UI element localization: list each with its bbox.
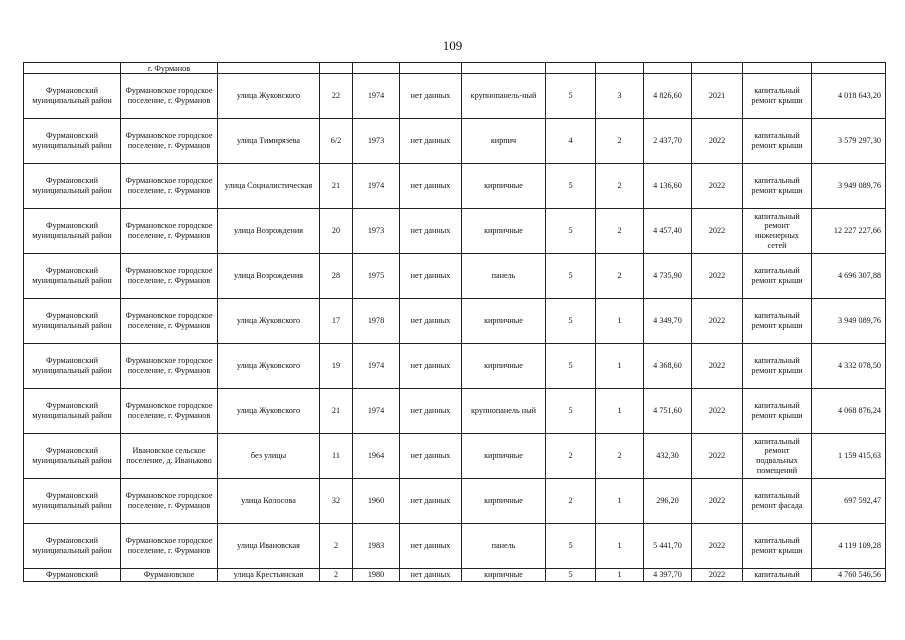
cell-house: 6/2: [320, 119, 353, 164]
cell-status: нет данных: [400, 479, 462, 524]
cell-entrances: 1: [596, 344, 644, 389]
cell-work: капитальный ремонт подвальных помещений: [743, 434, 812, 479]
cell-status: нет данных: [400, 569, 462, 582]
cell-entrances: 2: [596, 434, 644, 479]
cell-material: кирпичные: [462, 479, 546, 524]
cell-year: 1983: [353, 524, 400, 569]
cell-plan-year: 2022: [692, 434, 743, 479]
cell-area: 432,30: [644, 434, 692, 479]
cell-year: 1980: [353, 569, 400, 582]
cell-house: 19: [320, 344, 353, 389]
cell-year: 1974: [353, 344, 400, 389]
cell-entrances: 2: [596, 209, 644, 254]
cell-entrances: 1: [596, 569, 644, 582]
cell-floors: 5: [546, 524, 596, 569]
cell-status: нет данных: [400, 299, 462, 344]
cell-year: 1974: [353, 389, 400, 434]
cell-work: капитальный ремонт крыши: [743, 344, 812, 389]
cell-area: 296,20: [644, 479, 692, 524]
cell-street: без улицы: [218, 434, 320, 479]
cell-year: 1974: [353, 74, 400, 119]
table-row: [24, 569, 886, 582]
cell-year: 1973: [353, 209, 400, 254]
cell-settlement: г. Фурманов: [121, 63, 218, 74]
cell-area: 4 136,60: [644, 164, 692, 209]
cell-plan-year: 2022: [692, 479, 743, 524]
cell-work: капитальный ремонт крыши: [743, 119, 812, 164]
cell-material: кирпичные: [462, 209, 546, 254]
cell-street: улица Возрождения: [218, 209, 320, 254]
cell-work: капитальный: [743, 569, 812, 582]
cell-material: кирпичные: [462, 164, 546, 209]
cell-floors: 5: [546, 209, 596, 254]
cell-district: Фурмановский муниципальный район: [24, 479, 121, 524]
cell-area: 4 751,60: [644, 389, 692, 434]
cell-material: кирпичные: [462, 569, 546, 582]
cell-plan-year: 2021: [692, 74, 743, 119]
cell-district: Фурмановский муниципальный район: [24, 74, 121, 119]
cell-year: 1964: [353, 434, 400, 479]
cell-area: 5 441,70: [644, 524, 692, 569]
cell-material: кирпич: [462, 119, 546, 164]
cell-floors: 5: [546, 74, 596, 119]
cell-district: [24, 63, 121, 74]
cell-street: улица Жуковского: [218, 389, 320, 434]
table-row-partial: [24, 63, 886, 74]
cell-year: 1975: [353, 254, 400, 299]
cell-work: капитальный ремонт крыши: [743, 389, 812, 434]
cell-house: 2: [320, 569, 353, 582]
cell-cost: 3 949 089,76: [812, 299, 886, 344]
cell-district: Фурмановский муниципальный район: [24, 164, 121, 209]
cell-street: улица Жуковского: [218, 74, 320, 119]
cell-cost: 4 119 109,28: [812, 524, 886, 569]
cell-house: 28: [320, 254, 353, 299]
cell-material: панель: [462, 524, 546, 569]
cell-entrances: 1: [596, 479, 644, 524]
cell-cost: 4 760 546,56: [812, 569, 886, 582]
cell-house: 21: [320, 164, 353, 209]
cell-floors: 5: [546, 164, 596, 209]
cell-cost: 3 579 297,30: [812, 119, 886, 164]
cell-year: 1960: [353, 479, 400, 524]
cell-area: 4 457,40: [644, 209, 692, 254]
cell-district: Фурмановский муниципальный район: [24, 524, 121, 569]
cell-street: улица Ивановская: [218, 524, 320, 569]
table-row: [24, 479, 886, 524]
cell-district: Фурмановский муниципальный район: [24, 119, 121, 164]
cell-settlement: Фурмановское городское поселение, г. Фурманов: [121, 119, 218, 164]
cell-settlement: Фурмановское городское поселение, г. Фурманов: [121, 389, 218, 434]
cell-plan-year: 2022: [692, 299, 743, 344]
cell-area: 2 437,70: [644, 119, 692, 164]
cell-settlement: Фурмановское городское поселение, г. Фурманов: [121, 479, 218, 524]
cell-district: Фурмановский муниципальный район: [24, 254, 121, 299]
cell-material: панель: [462, 254, 546, 299]
cell-plan-year: 2022: [692, 164, 743, 209]
cell-cost: 4 068 876,24: [812, 389, 886, 434]
table-row: [24, 434, 886, 479]
cell-floors: 2: [546, 434, 596, 479]
cell-status: нет данных: [400, 209, 462, 254]
cell-cost: 4 696 307,88: [812, 254, 886, 299]
cell-cost: 697 592,47: [812, 479, 886, 524]
cell-plan-year: 2022: [692, 524, 743, 569]
cell-area: 4 397,70: [644, 569, 692, 582]
cell-settlement: Фурмановское городское поселение, г. Фурманов: [121, 299, 218, 344]
cell-house: 2: [320, 524, 353, 569]
cell-plan-year: 2022: [692, 119, 743, 164]
cell-house: 20: [320, 209, 353, 254]
cell-district: Фурмановский муниципальный район: [24, 209, 121, 254]
cell-street: улица Тимирязева: [218, 119, 320, 164]
cell-material: кирпичные: [462, 434, 546, 479]
cell-work: капитальный ремонт крыши: [743, 254, 812, 299]
cell-work: капитальный ремонт фасада: [743, 479, 812, 524]
cell-settlement: Фурмановское городское поселение, г. Фурманов: [121, 164, 218, 209]
cell-material: кирпичные: [462, 344, 546, 389]
cell-area: 4 735,90: [644, 254, 692, 299]
table-row: [24, 344, 886, 389]
cell-cost: 4 332 078,50: [812, 344, 886, 389]
cell-entrances: 3: [596, 74, 644, 119]
cell-area: 4 349,70: [644, 299, 692, 344]
cell-district: Фурмановский: [24, 569, 121, 582]
housing-repair-table: [23, 62, 886, 582]
cell-street: улица Социалистическая: [218, 164, 320, 209]
cell-status: нет данных: [400, 434, 462, 479]
cell-entrances: 1: [596, 524, 644, 569]
cell-status: нет данных: [400, 389, 462, 434]
cell-street: улица Возрождения: [218, 254, 320, 299]
cell-year: 1974: [353, 164, 400, 209]
cell-plan-year: 2022: [692, 344, 743, 389]
cell-work: капитальный ремонт крыши: [743, 74, 812, 119]
cell-entrances: 2: [596, 119, 644, 164]
cell-house: 11: [320, 434, 353, 479]
cell-plan-year: 2022: [692, 569, 743, 582]
cell-area: 4 368,60: [644, 344, 692, 389]
cell-material: крупнопанель ный: [462, 389, 546, 434]
cell-work: капитальный ремонт инженерных сетей: [743, 209, 812, 254]
cell-entrances: 2: [596, 164, 644, 209]
cell-plan-year: 2022: [692, 389, 743, 434]
cell-status: нет данных: [400, 119, 462, 164]
cell-district: Фурмановский муниципальный район: [24, 389, 121, 434]
cell-house: 22: [320, 74, 353, 119]
cell-floors: 4: [546, 119, 596, 164]
cell-cost: 12 227 227,66: [812, 209, 886, 254]
cell-material: крупнопанель-ный: [462, 74, 546, 119]
cell-floors: 5: [546, 569, 596, 582]
cell-floors: 5: [546, 299, 596, 344]
cell-entrances: 2: [596, 254, 644, 299]
table-row: [24, 119, 886, 164]
table-row: [24, 389, 886, 434]
cell-floors: 5: [546, 344, 596, 389]
cell-plan-year: 2022: [692, 209, 743, 254]
cell-house: 21: [320, 389, 353, 434]
cell-street: улица Колосова: [218, 479, 320, 524]
cell-entrances: 1: [596, 299, 644, 344]
cell-cost: 1 159 415,63: [812, 434, 886, 479]
cell-settlement: Фурмановское: [121, 569, 218, 582]
cell-settlement: Фурмановское городское поселение, г. Фурманов: [121, 524, 218, 569]
table-row: [24, 524, 886, 569]
cell-status: нет данных: [400, 344, 462, 389]
cell-district: Фурмановский муниципальный район: [24, 344, 121, 389]
cell-status: нет данных: [400, 164, 462, 209]
cell-plan-year: 2022: [692, 254, 743, 299]
cell-house: 32: [320, 479, 353, 524]
cell-street: улица Жуковского: [218, 299, 320, 344]
cell-work: капитальный ремонт крыши: [743, 164, 812, 209]
cell-status: нет данных: [400, 524, 462, 569]
table-row: [24, 209, 886, 254]
table-row: [24, 74, 886, 119]
cell-status: нет данных: [400, 74, 462, 119]
cell-area: 4 826,60: [644, 74, 692, 119]
table-row: [24, 164, 886, 209]
cell-material: кирпичные: [462, 299, 546, 344]
cell-status: нет данных: [400, 254, 462, 299]
cell-district: Фурмановский муниципальный район: [24, 299, 121, 344]
cell-floors: 5: [546, 389, 596, 434]
cell-street: улица Крестьянская: [218, 569, 320, 582]
page-number: 109: [442, 38, 463, 53]
table-row: [24, 299, 886, 344]
cell-house: 17: [320, 299, 353, 344]
cell-settlement: Фурмановское городское поселение, г. Фурманов: [121, 74, 218, 119]
cell-settlement: Фурмановское городское поселение, г. Фурманов: [121, 209, 218, 254]
cell-settlement: Фурмановское городское поселение, г. Фурманов: [121, 344, 218, 389]
table-row: [24, 254, 886, 299]
cell-floors: 5: [546, 254, 596, 299]
cell-settlement: Фурмановское городское поселение, г. Фурманов: [121, 254, 218, 299]
cell-cost: 4 018 643,20: [812, 74, 886, 119]
cell-entrances: 1: [596, 389, 644, 434]
cell-district: Фурмановский муниципальный район: [24, 434, 121, 479]
cell-work: капитальный ремонт крыши: [743, 524, 812, 569]
cell-work: капитальный ремонт крыши: [743, 299, 812, 344]
cell-year: 1978: [353, 299, 400, 344]
cell-street: улица Жуковского: [218, 344, 320, 389]
cell-settlement: Ивановское сельское поселение, д. Иваньково: [121, 434, 218, 479]
cell-floors: 2: [546, 479, 596, 524]
cell-cost: 3 949 089,76: [812, 164, 886, 209]
cell-year: 1973: [353, 119, 400, 164]
